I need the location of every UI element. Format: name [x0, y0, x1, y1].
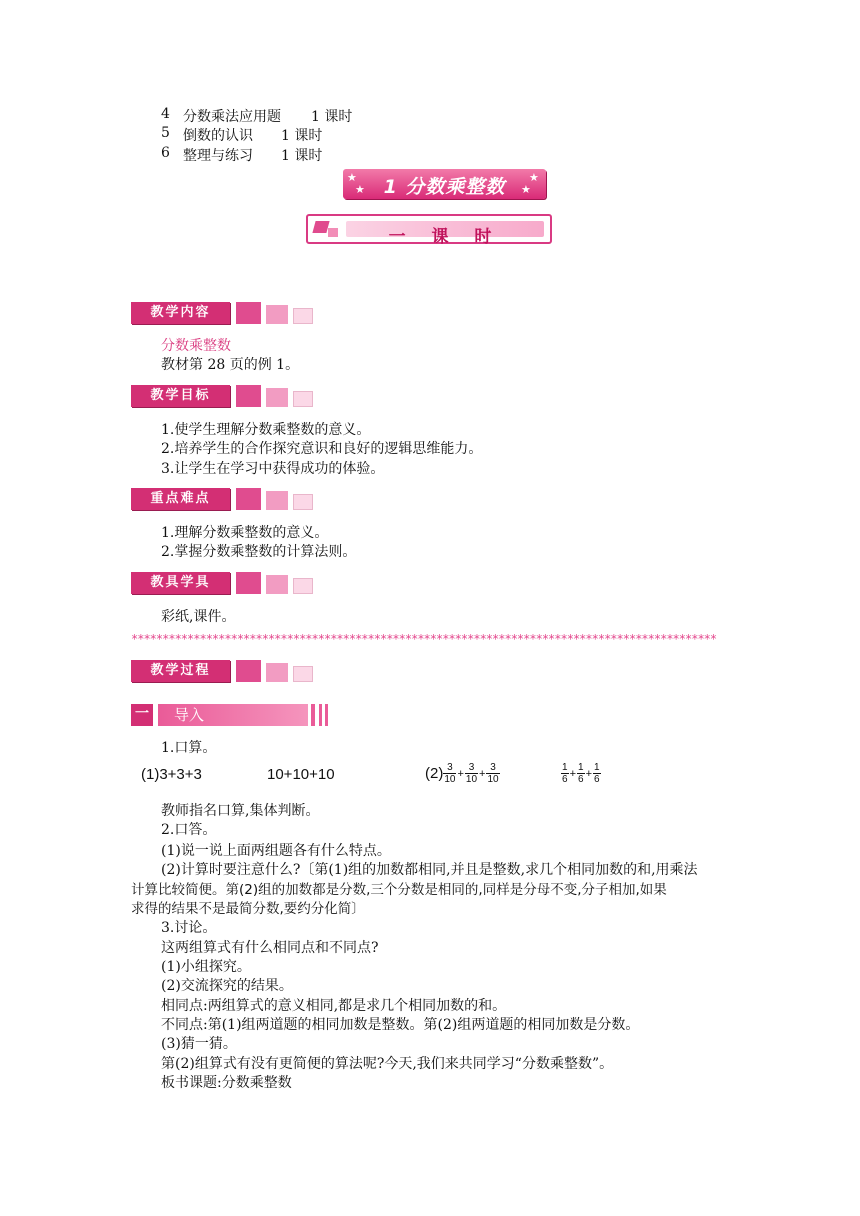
materials-text: 彩纸,课件。 [161, 609, 236, 625]
decor-square [236, 302, 261, 324]
section-header-content [131, 302, 321, 324]
unit-title: 1 分数乘整数 [383, 176, 506, 198]
star-icon: ★ [355, 183, 365, 196]
step-header-intro [131, 704, 329, 726]
section-label: 教学目标 [131, 385, 230, 407]
decor-square [266, 575, 288, 594]
decor-square [236, 660, 261, 682]
content-topic: 分数乘整数 [161, 338, 231, 354]
section-label: 教学内容 [131, 302, 230, 324]
decor-square [293, 666, 313, 682]
section-label: 教具学具 [131, 572, 230, 594]
toc-item-4 [161, 106, 421, 124]
formula-a1: (1)3+3+3 [141, 766, 202, 783]
lesson-banner-fill [346, 221, 544, 247]
content-text: 教材第 28 页的例 1。 [161, 357, 300, 373]
body-line: 1.口算。 [161, 740, 217, 756]
fraction: $\frac{1}{6}$ [594, 762, 600, 785]
body-line: (1)小组探究。 [161, 959, 251, 975]
body-line: 不同点:第(1)组两道题的相同加数是整数。第(2)组两道题的相同加数是分数。 [161, 1017, 640, 1033]
section-header-goals [131, 385, 321, 407]
decor-square [266, 305, 288, 324]
decor-square [236, 385, 261, 407]
star-icon: ★ [529, 171, 539, 184]
decor-square [266, 663, 288, 682]
body-line: 求得的结果不是最简分数,要约分化简〕 [131, 901, 365, 917]
unit-title-banner [343, 169, 546, 199]
fraction: $\frac{3}{10}$ [465, 762, 478, 785]
star-divider: ********************************************************************************************** [131, 632, 717, 646]
body-line: 板书课题:分数乘整数 [161, 1075, 292, 1091]
body-line: 第(2)组算式有没有更简便的算法呢?今天,我们来共同学习“分数乘整数”。 [161, 1056, 614, 1072]
section-header-process [131, 660, 321, 682]
toc-item-6 [161, 145, 421, 163]
section-header-key-points [131, 488, 321, 510]
decor-square [266, 491, 288, 510]
toc-hours: 1 课时 [281, 128, 323, 144]
decor-square [293, 391, 313, 407]
decor-square [293, 494, 313, 510]
decor-square [293, 308, 313, 324]
toc-hours: 1 课时 [281, 148, 323, 164]
goal-item: 3.让学生在学习中获得成功的体验。 [161, 461, 385, 477]
formula-b: (2) $\frac{3}{10}$ + $\frac{3}{10}$ + $\frac{3}{10}$ [425, 762, 499, 785]
decor-stripe [311, 704, 315, 726]
body-line: (2)计算时要注意什么?〔第(1)组的加数都相同,并且是整数,求几个相同加数的和,用乘法 [161, 862, 698, 878]
body-line: 这两组算式有什么相同点和不同点? [161, 940, 379, 956]
section-label: 重点难点 [131, 488, 230, 510]
body-line: 相同点:两组算式的意义相同,都是求几个相同加数的和。 [161, 998, 507, 1014]
formula-a2: 10+10+10 [267, 766, 335, 783]
star-icon: ★ [347, 171, 357, 184]
decor-square [236, 572, 261, 594]
formula-c: $\frac{1}{6}$ + $\frac{1}{6}$ + $\frac{1}{6}$ [562, 762, 600, 785]
toc-num: 6 [161, 145, 170, 161]
fraction: $\frac{3}{10}$ [487, 762, 499, 785]
lesson-title: 一 课 时 [388, 227, 502, 247]
body-line: (3)猜一猜。 [161, 1036, 237, 1052]
decor-square [236, 488, 261, 510]
decor-square [266, 388, 288, 407]
formula-b-prefix: (2) [425, 765, 444, 782]
body-line: 计算比较简便。第(2)组的加数都是分数,三个分数是相同的,同样是分母不变,分子相加,如果 [131, 882, 667, 898]
toc-title: 整理与练习 [183, 148, 253, 164]
step-title: 导入 [158, 704, 308, 726]
goal-item: 1.使学生理解分数乘整数的意义。 [161, 422, 371, 438]
decor-stripe [325, 704, 328, 726]
body-line: 2.口答。 [161, 822, 217, 838]
fraction: $\frac{1}{6}$ [578, 762, 584, 785]
decor-block [328, 228, 338, 237]
body-line: 教师指名口算,集体判断。 [161, 803, 320, 819]
toc-item-5 [161, 125, 421, 143]
toc-num: 4 [161, 106, 170, 122]
section-label: 教学过程 [131, 660, 230, 682]
lesson-banner [306, 214, 552, 247]
body-line: 3.讨论。 [161, 920, 217, 936]
toc-title: 倒数的认识 [183, 128, 253, 144]
fraction: $\frac{1}{6}$ [562, 762, 568, 785]
body-line: (2)交流探究的结果。 [161, 978, 293, 994]
step-number: 一 [131, 704, 153, 726]
fraction: $\frac{3}{10}$ [444, 762, 456, 785]
divider [153, 704, 155, 726]
toc-title: 分数乘法应用题 [183, 109, 281, 125]
decor-square [293, 578, 313, 594]
decor-stripe [319, 704, 322, 726]
toc-num: 5 [161, 125, 170, 141]
star-icon: ★ [521, 183, 531, 196]
toc-hours: 1 课时 [311, 109, 353, 125]
key-point-item: 2.掌握分数乘整数的计算法则。 [161, 544, 357, 560]
section-header-materials [131, 572, 321, 594]
key-point-item: 1.理解分数乘整数的意义。 [161, 525, 329, 541]
body-line: (1)说一说上面两组题各有什么特点。 [161, 843, 391, 859]
goal-item: 2.培养学生的合作探究意识和良好的逻辑思维能力。 [161, 441, 483, 457]
